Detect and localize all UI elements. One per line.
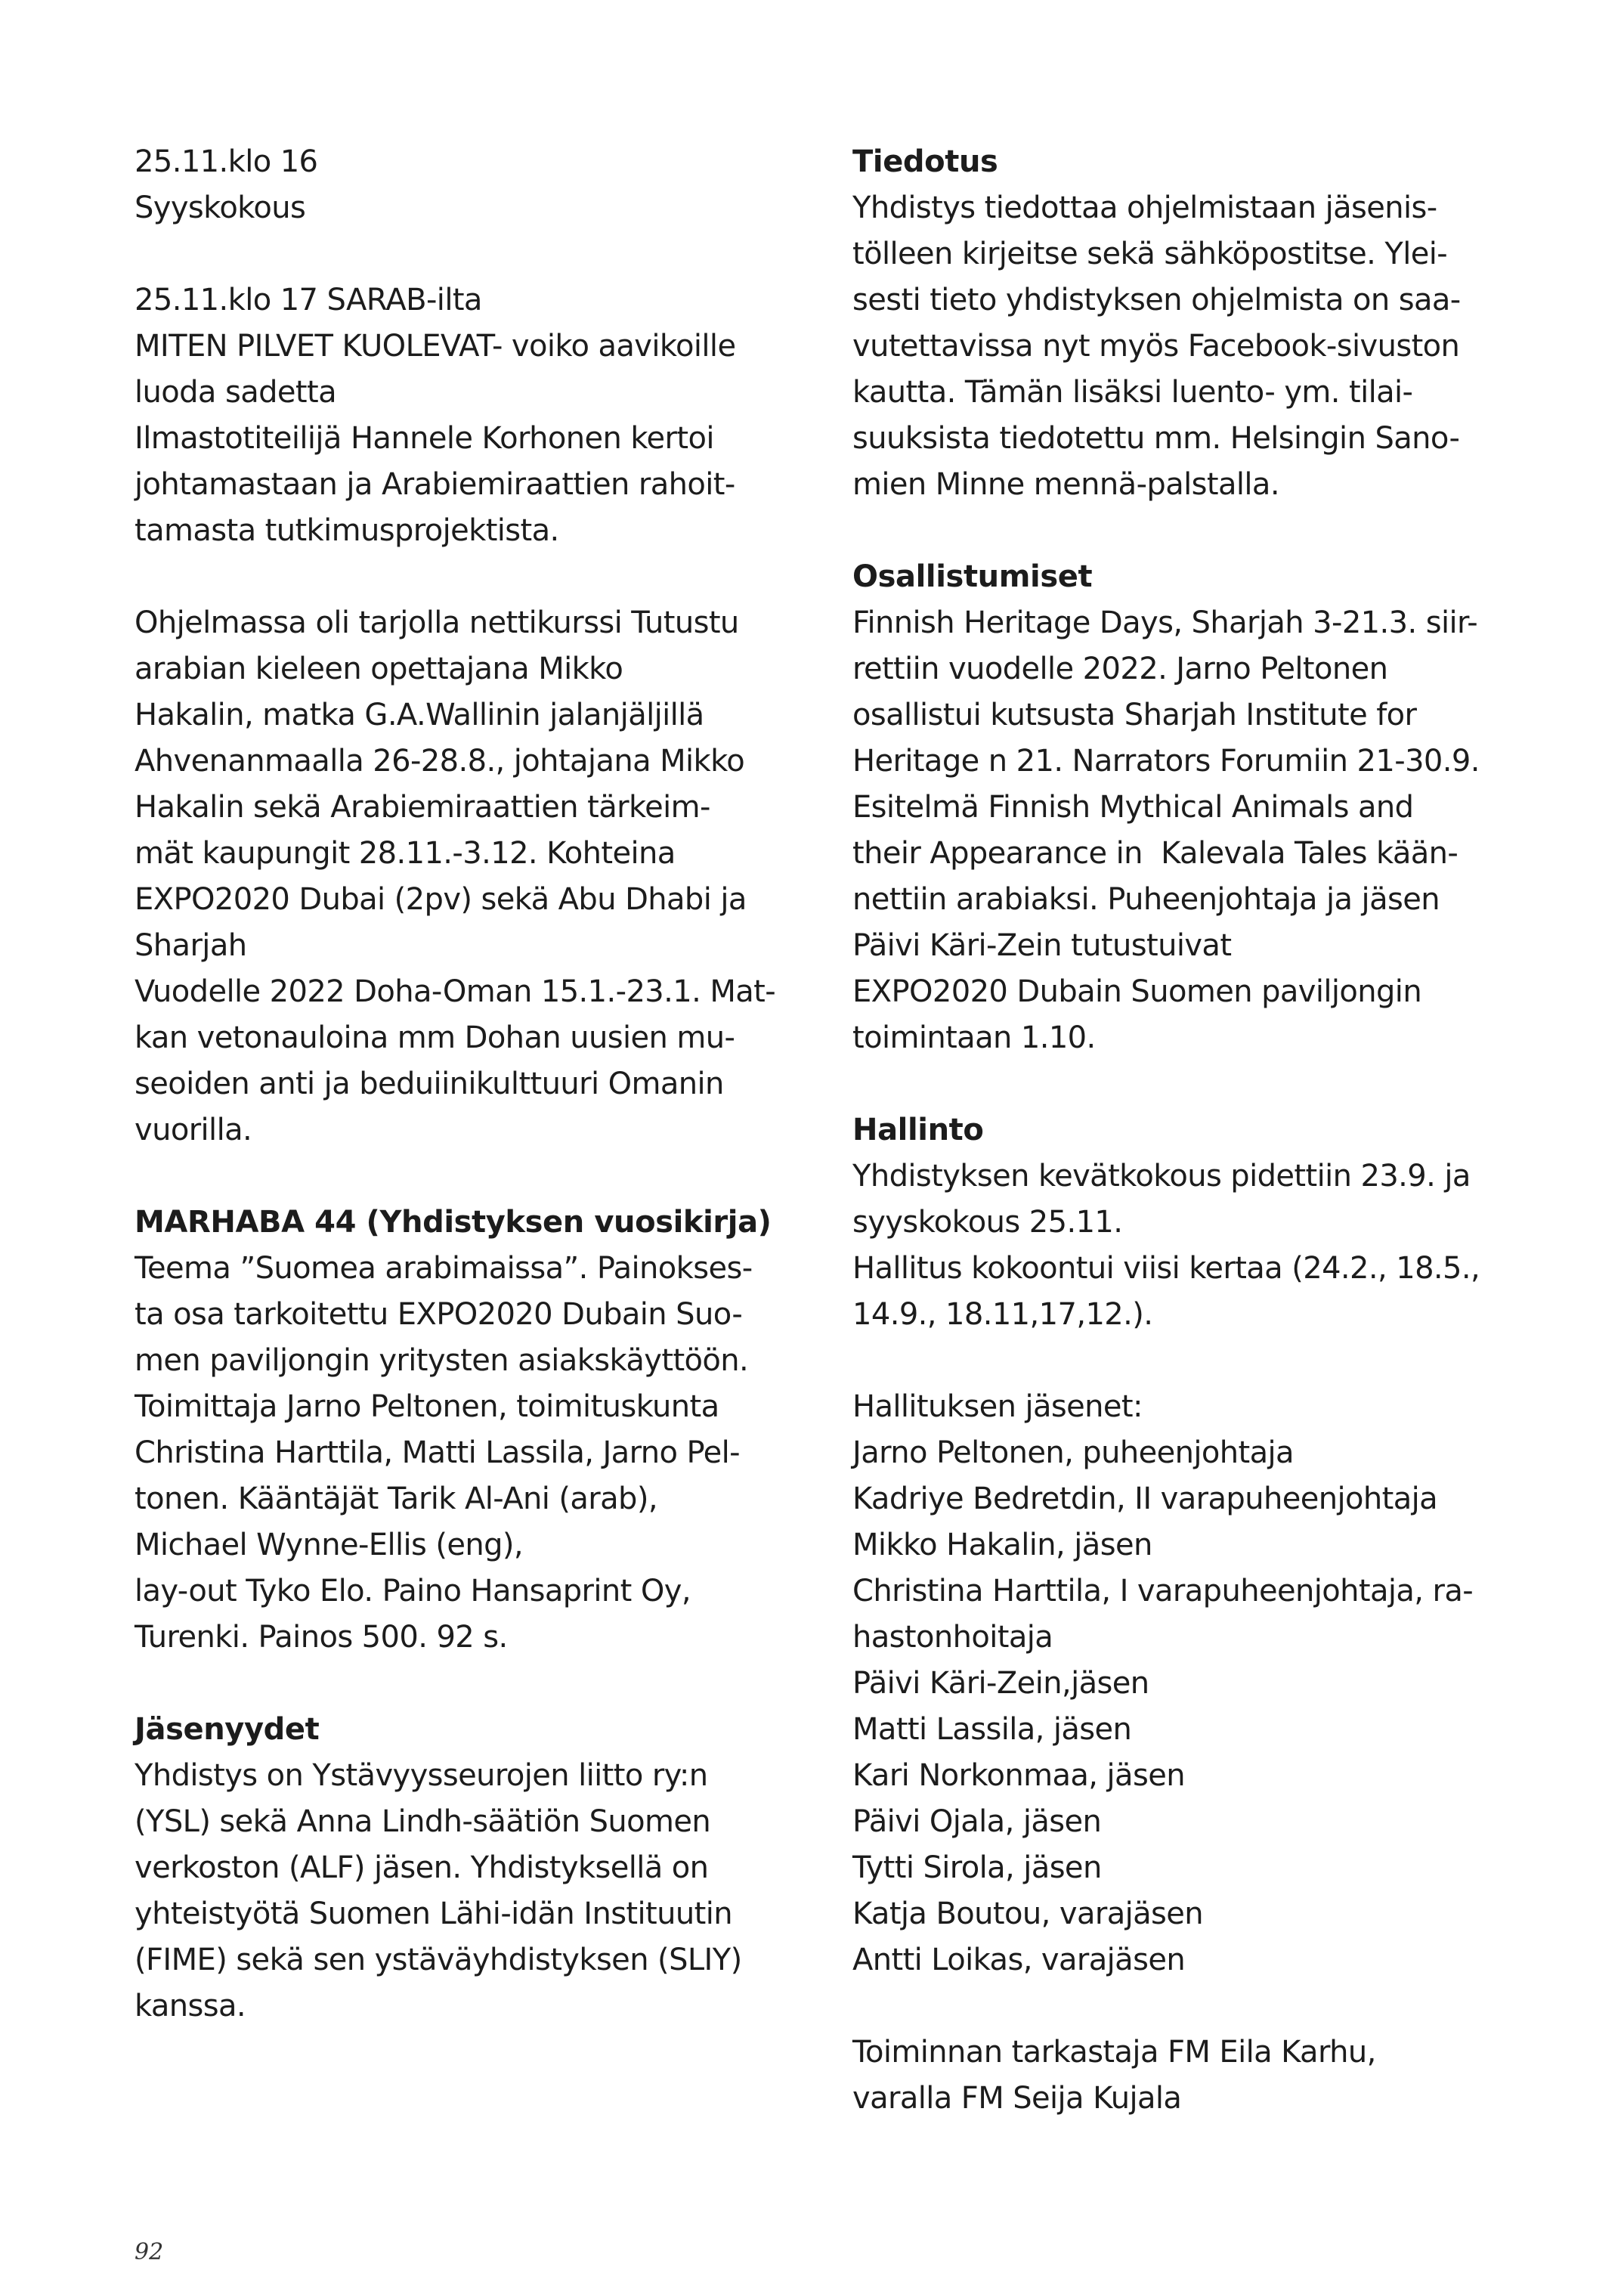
text-line: 14.9., 18.11,17,12.).	[852, 1297, 1153, 1332]
text-line: kautta. Tämän lisäksi luento- ym. tilai-	[852, 375, 1413, 410]
board-intro: Hallituksen jäsenet:	[852, 1389, 1143, 1424]
board-member: Kadriye Bedretdin, II varapuheenjohtaja	[852, 1482, 1438, 1516]
board-member: Päivi Käri-Zein,jäsen	[852, 1666, 1149, 1701]
text-line: rettiin vuodelle 2022. Jarno Peltonen	[852, 652, 1388, 686]
spacer	[852, 508, 1517, 554]
text-line: Hakalin, matka G.A.Wallinin jalanjäljillä	[135, 698, 704, 732]
text-line: tölleen kirjeitse sekä sähköpostitse. Ylei-	[852, 237, 1448, 271]
event-title-line: Syyskokous	[135, 190, 306, 225]
text-line: Esitelmä Finnish Mythical Animals and	[852, 790, 1414, 825]
board-member: Kari Norkonmaa, jäsen	[852, 1758, 1185, 1793]
text-line: yhteistyötä Suomen Lähi-idän Instituutin	[135, 1896, 732, 1931]
text-line: mät kaupungit 28.11.-3.12. Kohteina	[135, 836, 676, 871]
text-line: Yhdistyksen kevätkokous pidettiin 23.9. ja	[852, 1159, 1471, 1194]
board-member: Jarno Peltonen, puheenjohtaja	[852, 1435, 1294, 1470]
text-line: men paviljongin yritysten asiakskäyttöön.	[135, 1343, 749, 1378]
board-member: Christina Harttila, I varapuheenjohtaja, ra-	[852, 1574, 1474, 1608]
section-heading-marhaba: MARHABA 44 (Yhdistyksen vuosikirja)	[135, 1205, 772, 1240]
text-line: tamasta tutkimusprojektista.	[135, 513, 559, 548]
text-line: MITEN PILVET KUOLEVAT- voiko aavikoille	[135, 329, 736, 364]
text-line: Päivi Käri-Zein tutustuivat	[852, 928, 1232, 963]
text-line: johtamastaan ja Arabiemiraattien rahoit-	[135, 467, 735, 502]
text-line: Teema ”Suomea arabimaissa”. Painokses-	[135, 1251, 753, 1286]
auditor-block	[852, 2030, 1517, 2122]
board-member: hastonhoitaja	[852, 1620, 1053, 1655]
left-column	[135, 139, 800, 2030]
text-line: ta osa tarkoitettu EXPO2020 Dubain Suo-	[135, 1297, 743, 1332]
event-sarab-block	[135, 277, 800, 554]
hallinto-section	[852, 1107, 1517, 1338]
text-line: 25.11.klo 17 SARAB-ilta	[135, 283, 482, 317]
text-line: toimintaan 1.10.	[852, 1020, 1096, 1055]
text-line: verkoston (ALF) jäsen. Yhdistyksellä on	[135, 1850, 709, 1885]
board-members-list	[852, 1384, 1517, 1983]
text-line: Vuodelle 2022 Doha-Oman 15.1.-23.1. Mat-	[135, 974, 776, 1009]
section-heading-jasenyydet: Jäsenyydet	[135, 1712, 320, 1747]
text-line: vuorilla.	[135, 1113, 252, 1147]
text-line: Yhdistys on Ystävyysseurojen liitto ry:n	[135, 1758, 708, 1793]
spacer	[135, 1661, 800, 1707]
text-line: Ohjelmassa oli tarjolla nettikurssi Tutustu	[135, 605, 739, 640]
text-line: Turenki. Painos 500. 92 s.	[135, 1620, 508, 1655]
spacer	[135, 554, 800, 600]
text-line: Michael Wynne-Ellis (eng),	[135, 1528, 524, 1562]
text-line: Hakalin sekä Arabiemiraattien tärkeim-	[135, 790, 710, 825]
text-line: lay-out Tyko Elo. Paino Hansaprint Oy,	[135, 1574, 691, 1608]
spacer	[852, 1061, 1517, 1107]
text-line: sesti tieto yhdistyksen ohjelmista on saa-	[852, 283, 1461, 317]
text-line: luoda sadetta	[135, 375, 336, 410]
spacer	[135, 1153, 800, 1200]
board-member: Mikko Hakalin, jäsen	[852, 1528, 1152, 1562]
text-line: Finnish Heritage Days, Sharjah 3-21.3. siir-	[852, 605, 1478, 640]
text-line: EXPO2020 Dubai (2pv) sekä Abu Dhabi ja	[135, 882, 747, 917]
text-line: kanssa.	[135, 1989, 246, 2023]
text-line: vutettavissa nyt myös Facebook-sivuston	[852, 329, 1460, 364]
board-member: Tytti Sirola, jäsen	[852, 1850, 1102, 1885]
spacer	[135, 231, 800, 277]
text-line: osallistui kutsusta Sharjah Institute for	[852, 698, 1417, 732]
text-line: mien Minne mennä-palstalla.	[852, 467, 1279, 502]
text-line: nettiin arabiaksi. Puheenjohtaja ja jäsen	[852, 882, 1440, 917]
text-line: Christina Harttila, Matti Lassila, Jarno Pel-	[135, 1435, 740, 1470]
text-line: Heritage n 21. Narrators Forumiin 21-30.9.	[852, 744, 1480, 779]
board-member: Matti Lassila, jäsen	[852, 1712, 1132, 1747]
board-member: Päivi Ojala, jäsen	[852, 1804, 1102, 1839]
spacer	[852, 1983, 1517, 2030]
text-line: Toiminnan tarkastaja FM Eila Karhu,	[852, 2035, 1376, 2070]
text-line: Hallitus kokoontui viisi kertaa (24.2., 18.5.,	[852, 1251, 1480, 1286]
board-member: Antti Loikas, varajäsen	[852, 1943, 1186, 1977]
program-paragraph	[135, 600, 800, 1153]
text-line: arabian kieleen opettajana Mikko	[135, 652, 623, 686]
spacer	[852, 1338, 1517, 1384]
text-line: varalla FM Seija Kujala	[852, 2081, 1182, 2116]
event-date-line: 25.11.klo 16	[135, 144, 318, 179]
text-line: EXPO2020 Dubain Suomen paviljongin	[852, 974, 1422, 1009]
page-number: 92	[135, 2239, 164, 2265]
section-heading-hallinto: Hallinto	[852, 1113, 984, 1147]
right-column	[852, 139, 1517, 2122]
text-line: Ahvenanmaalla 26-28.8., johtajana Mikko	[135, 744, 745, 779]
tiedotus-section	[852, 139, 1517, 508]
jasenyydet-section	[135, 1707, 800, 2030]
text-line: syyskokous 25.11.	[852, 1205, 1123, 1240]
text-line: (FIME) sekä sen ystäväyhdistyksen (SLIY)	[135, 1943, 742, 1977]
text-line: seoiden anti ja beduiinikulttuuri Omanin	[135, 1067, 724, 1101]
text-line: suuksista tiedotettu mm. Helsingin Sano-	[852, 421, 1460, 456]
section-heading-tiedotus: Tiedotus	[852, 144, 998, 179]
text-line: Yhdistys tiedottaa ohjelmistaan jäsenis-	[852, 190, 1437, 225]
marhaba-section	[135, 1200, 800, 1661]
section-heading-osallistumiset: Osallistumiset	[852, 559, 1093, 594]
text-line: Sharjah	[135, 928, 247, 963]
text-line: their Appearance in Kalevala Tales kään-	[852, 836, 1459, 871]
text-line: (YSL) sekä Anna Lindh-säätiön Suomen	[135, 1804, 711, 1839]
board-member: Katja Boutou, varajäsen	[852, 1896, 1204, 1931]
osallistumiset-section	[852, 554, 1517, 1061]
text-line: kan vetonauloina mm Dohan uusien mu-	[135, 1020, 735, 1055]
text-line: tonen. Kääntäjät Tarik Al-Ani (arab),	[135, 1482, 657, 1516]
text-line: Ilmastotiteilijä Hannele Korhonen kertoi	[135, 421, 714, 456]
text-line: Toimittaja Jarno Peltonen, toimituskunta	[135, 1389, 719, 1424]
